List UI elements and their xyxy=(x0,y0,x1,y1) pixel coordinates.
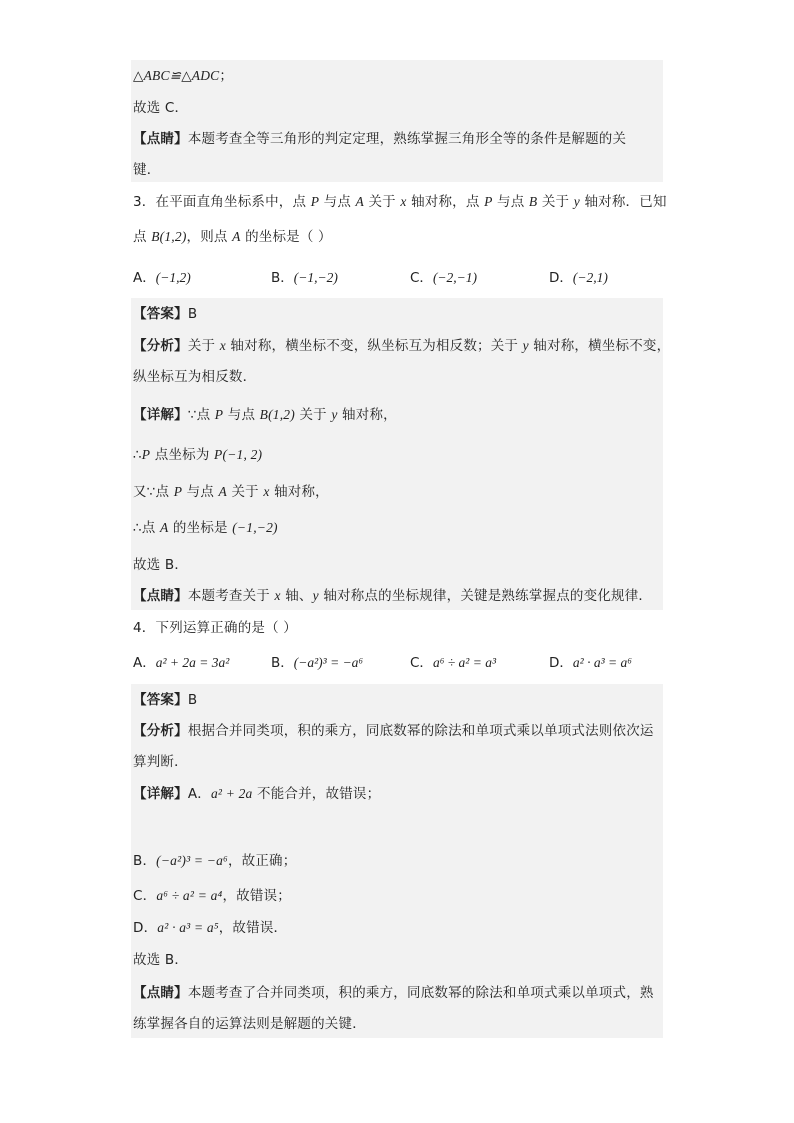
detail-tag: 【详解】 xyxy=(133,407,188,423)
option-letter: C． xyxy=(410,270,433,286)
detail-label: D． xyxy=(133,920,158,936)
var-x: x xyxy=(219,338,226,353)
detail-text: 轴对称， xyxy=(337,407,397,423)
detail-text: ，故错误； xyxy=(222,888,291,904)
q4-detail-b xyxy=(133,851,296,871)
q3-detail-line-2 xyxy=(133,445,262,465)
option-value: a⁶ ÷ a² = a³ xyxy=(432,655,496,670)
var-y: y xyxy=(312,588,319,603)
point-p: P(−1, 2) xyxy=(214,447,263,462)
q3-conclusion: 故选 B． xyxy=(133,557,189,573)
option-value: (−2,−1) xyxy=(432,270,478,285)
detail-text: 不能合并，故错误； xyxy=(252,786,381,802)
detail-label: B． xyxy=(133,853,157,869)
option-value: a² + 2a = 3a² xyxy=(155,655,230,670)
detail-text: ，故正确； xyxy=(227,853,297,869)
detail-text: 关于 xyxy=(226,484,264,500)
comment-text: 轴对称点的坐标规律，关键是熟练掌握点的变化规律． xyxy=(318,588,653,604)
var-a: A xyxy=(159,520,169,535)
var-a: A xyxy=(355,194,364,209)
q2-conclusion: 故选 C． xyxy=(133,100,189,116)
detail-text: 轴对称， xyxy=(269,484,329,500)
punctuation: ； xyxy=(219,68,234,84)
analysis-tag: 【分析】 xyxy=(133,723,188,739)
answer-tag: 【答案】 xyxy=(133,306,188,322)
analysis-tag: 【分析】 xyxy=(133,338,188,354)
option-value: (−2,1) xyxy=(572,270,608,285)
analysis-text: 关于 xyxy=(187,338,220,354)
q4-stem: 4．下列运算正确的是（ ） xyxy=(133,620,297,636)
q3-detail-line-1 xyxy=(133,405,397,425)
comment-text: 轴、 xyxy=(280,588,313,604)
q3-analysis-line-2: 纵坐标互为相反数． xyxy=(133,369,257,385)
stem-text: 点 xyxy=(133,229,152,245)
q3-stem-line-2 xyxy=(133,227,332,247)
stem-text: 3．在平面直角坐标系中，点 xyxy=(133,194,311,210)
q3-option-b xyxy=(271,268,338,288)
q4-option-b xyxy=(271,653,363,673)
detail-text: 又∵点 xyxy=(133,484,174,500)
stem-text: 的坐标是（ ） xyxy=(240,229,332,245)
option-value: (−1,2) xyxy=(155,270,191,285)
q3-analysis-line-1 xyxy=(133,336,670,356)
detail-tag: 【详解】 xyxy=(133,786,188,802)
q4-comment-line-2: 练掌握各自的运算法则是解题的关键． xyxy=(133,1016,366,1032)
analysis-text: 根据合并同类项，积的乘方，同底数幂的除法和单项式乘以单项式法则依次运 xyxy=(187,723,654,739)
stem-text: 关于 xyxy=(363,194,401,210)
var-p: P xyxy=(484,194,493,209)
point-b: B(1,2) xyxy=(151,229,187,244)
option-letter: D． xyxy=(549,270,573,286)
var-a: A xyxy=(232,229,241,244)
answer-value: B xyxy=(187,692,198,708)
detail-text: ∵点 xyxy=(187,407,215,423)
q4-option-d xyxy=(549,653,632,673)
comment-text: 本题考查关于 xyxy=(187,588,275,604)
detail-text: 点坐标为 xyxy=(150,447,215,463)
var-p: P xyxy=(214,407,224,422)
math-expression: (−a²)³ = −a⁶ xyxy=(156,853,228,868)
var-p: P xyxy=(173,484,183,499)
option-letter: B． xyxy=(271,655,294,671)
q3-option-a xyxy=(133,268,191,288)
stem-text: 关于 xyxy=(537,194,574,210)
point-b: B(1,2) xyxy=(259,407,295,422)
analysis-text: 轴对称，横坐标不变，纵坐标互为相反数；关于 xyxy=(225,338,523,354)
detail-label: C． xyxy=(133,888,157,904)
q4-comment-line-1 xyxy=(133,983,654,1003)
q4-detail-d xyxy=(133,918,287,938)
var-x: x xyxy=(274,588,281,603)
option-value: (−a²)³ = −a⁶ xyxy=(293,655,364,670)
answer-value: B xyxy=(187,306,198,322)
comment-tag: 【点睛】 xyxy=(133,131,188,147)
q4-option-a xyxy=(133,653,229,673)
option-letter: A． xyxy=(133,270,156,286)
var-b: B xyxy=(528,194,538,209)
detail-text: 与点 xyxy=(182,484,219,500)
answer-tag: 【答案】 xyxy=(133,692,188,708)
option-value: a² · a³ = a⁶ xyxy=(572,655,632,670)
q2-comment-line-1 xyxy=(133,129,626,149)
stem-text: 与点 xyxy=(492,194,529,210)
math-expression: a⁶ ÷ a² = a⁴ xyxy=(156,888,223,903)
var-y: y xyxy=(331,407,338,422)
q3-detail-line-4 xyxy=(133,518,278,538)
q4-conclusion: 故选 B． xyxy=(133,952,189,968)
q3-detail-line-3 xyxy=(133,482,329,502)
var-y: y xyxy=(573,194,580,209)
analysis-text: 轴对称，横坐标不变， xyxy=(528,338,671,354)
q4-analysis-line-1 xyxy=(133,721,654,741)
q3-option-d xyxy=(549,268,608,288)
q4-detail-c xyxy=(133,886,291,906)
stem-text: ，则点 xyxy=(186,229,233,245)
q4-detail-a xyxy=(133,784,380,804)
q4-answer xyxy=(133,690,197,710)
q3-option-c xyxy=(410,268,477,288)
comment-text: 本题考查了合并同类项，积的乘方，同底数幂的除法和单项式乘以单项式，熟 xyxy=(187,985,654,1001)
stem-text: 轴对称．已知 xyxy=(579,194,667,210)
q3-stem-line-1 xyxy=(133,192,667,212)
stem-text: 轴对称，点 xyxy=(406,194,485,210)
option-letter: A． xyxy=(133,655,156,671)
detail-text: 与点 xyxy=(223,407,260,423)
detail-label: A． xyxy=(187,786,211,802)
var-a: A xyxy=(218,484,227,499)
therefore-symbol: ∴ xyxy=(133,447,142,463)
q3-answer xyxy=(133,304,197,324)
var-p: P xyxy=(141,447,151,462)
var-y: y xyxy=(522,338,529,353)
q4-option-c xyxy=(410,653,496,673)
option-letter: D． xyxy=(549,655,573,671)
q3-comment xyxy=(133,586,652,606)
option-value: (−1,−2) xyxy=(293,270,338,285)
point-a: (−1,−2) xyxy=(232,520,278,535)
stem-text: 与点 xyxy=(319,194,356,210)
math-expression: a² + 2a xyxy=(210,786,253,801)
var-x: x xyxy=(263,484,270,499)
q2-congruence-line xyxy=(133,66,233,86)
q4-analysis-line-2: 算判断． xyxy=(133,754,188,770)
comment-tag: 【点睛】 xyxy=(133,985,188,1001)
option-letter: C． xyxy=(410,655,433,671)
math-expression: △ABC≌△ADC xyxy=(133,68,220,83)
detail-text: 的坐标是 xyxy=(168,520,233,536)
detail-text: 关于 xyxy=(294,407,332,423)
var-x: x xyxy=(400,194,407,209)
comment-text: 本题考查全等三角形的判定定理，熟练掌握三角形全等的条件是解题的关 xyxy=(187,131,627,147)
detail-text: ∴点 xyxy=(133,520,160,536)
math-expression: a² · a³ = a⁵ xyxy=(157,920,219,935)
q2-comment-line-2: 键． xyxy=(133,162,161,178)
detail-text: ，故错误． xyxy=(218,920,288,936)
comment-tag: 【点睛】 xyxy=(133,588,188,604)
option-letter: B． xyxy=(271,270,294,286)
var-p: P xyxy=(310,194,320,209)
